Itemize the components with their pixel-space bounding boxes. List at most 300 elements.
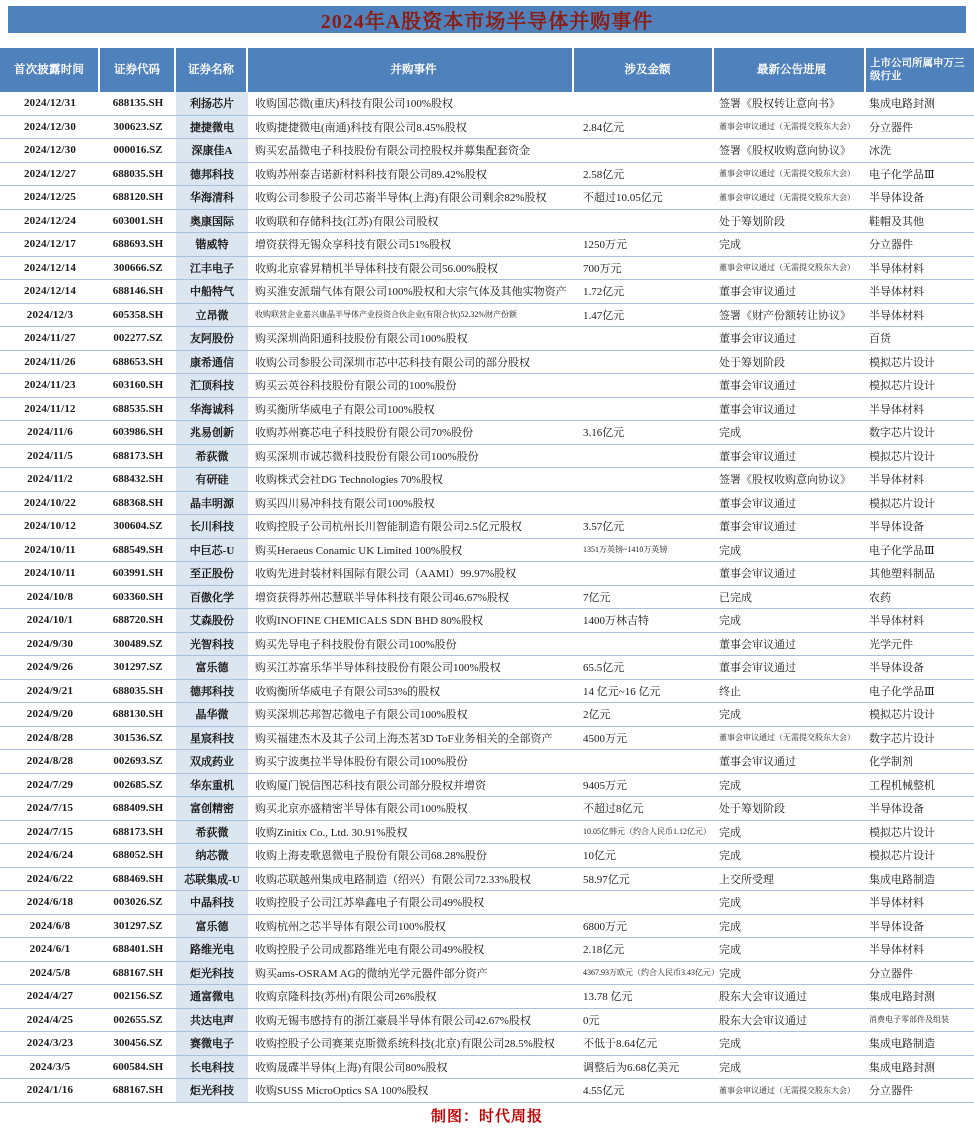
column-header-progress: 最新公告进展 [714,48,866,92]
cell-progress: 完成 [719,1038,741,1051]
cell-name: 友阿股份 [176,327,248,350]
cell-progress: 已完成 [719,591,752,604]
table-body [0,92,974,1103]
cell-progress: 完成 [719,427,741,440]
cell-industry: 半导体材料 [869,474,924,487]
cell-progress: 董事会审议通过 [719,403,796,416]
table-row [0,116,974,140]
cell-name: 长川科技 [176,515,248,538]
table-row [0,398,974,422]
cell-amount: 1400万林吉特 [583,615,649,628]
cell-amount [574,398,714,421]
cell-name: 艾森股份 [176,609,248,632]
cell-name: 至正股份 [176,562,248,585]
cell-amount: 9405万元 [583,779,627,792]
cell-code: 688135.SH [112,97,164,110]
cell-event: 购买四川易冲科技有限公司100%股权 [255,497,435,510]
cell-date: 2024/11/26 [24,355,76,368]
cell-date: 2024/5/8 [29,966,71,979]
cell-event: 购买江苏富乐华半导体科技股份有限公司100%股权 [255,662,501,675]
table-row [0,891,974,915]
cell-date: 2024/7/15 [26,802,74,815]
cell-date: 2024/12/31 [23,97,77,110]
cell-code: 003026.SZ [113,896,163,909]
cell-name: 江丰电子 [176,257,248,280]
cell-date: 2024/8/28 [26,755,74,768]
cell-name: 中晶科技 [176,891,248,914]
cell-name: 立昂微 [176,304,248,327]
cell-name: 光智科技 [176,633,248,656]
cell-code: 002685.SZ [113,778,163,791]
table-row [0,609,974,633]
cell-amount: 3.16亿元 [583,427,625,440]
cell-date: 2024/12/14 [23,285,77,298]
cell-progress: 董事会审议通过 [719,662,796,675]
cell-progress: 完成 [719,615,741,628]
cell-code: 301297.SZ [113,661,163,674]
table-row [0,844,974,868]
table-row [0,797,974,821]
table-row [0,304,974,328]
cell-date: 2024/12/30 [23,144,77,157]
table-row [0,515,974,539]
cell-name: 晶丰明源 [176,492,248,515]
cell-event: 收购国芯微(重庆)科技有限公司100%股权 [255,98,453,111]
cell-code: 688469.SH [112,872,164,885]
cell-event: 购买福建杰木及其子公司上海杰茗3D ToF业务相关的全部资产 [255,732,553,745]
cell-event: 购买深圳芯邦智芯微电子有限公司100%股权 [255,709,468,722]
cell-event: 收购厦门锐信图芯科技有限公司部分股权并增资 [255,779,486,792]
cell-amount: 65.5亿元 [583,662,625,675]
cell-name: 希荻微 [176,445,248,468]
cell-name: 长电科技 [176,1056,248,1079]
table-row [0,703,974,727]
cell-amount [574,139,714,162]
cell-code: 688409.SH [112,802,164,815]
cell-event: 收购无锡韦感持有的浙江豪晨半导体有限公司42.67%股权 [255,1014,531,1027]
cell-progress: 董事会审议通过 [719,333,796,346]
table-row [0,1032,974,1056]
cell-progress: 签署《财产份额转让协议》 [719,309,851,322]
cell-progress: 完成 [719,850,741,863]
table-row [0,1009,974,1033]
cell-event: 收购京隆科技(苏州)有限公司26%股权 [255,991,437,1004]
cell-amount: 10.05亿韩元（约合人民币1.12亿元） [583,827,711,837]
cell-event: 收购上海麦歌恩微电子股份有限公司68.28%股份 [255,850,487,863]
cell-date: 2024/9/30 [26,637,74,650]
cell-industry: 半导体材料 [869,309,924,322]
cell-progress: 完成 [719,239,741,252]
cell-progress: 董事会审议通过 [719,568,796,581]
table-row [0,210,974,234]
table-row [0,539,974,563]
cell-amount: 58.97亿元 [583,873,630,886]
cell-industry: 冰洗 [869,145,891,158]
cell-progress: 董事会审议通过 [719,756,796,769]
cell-amount: 700万元 [583,262,622,275]
cell-industry: 半导体设备 [869,803,924,816]
cell-progress: 董事会审议通过（无需提交股东大会） [719,122,855,132]
cell-name: 德邦科技 [176,680,248,703]
cell-event: 收购北京睿昇精机半导体科技有限公司56.00%股权 [255,262,498,275]
cell-event: 收购控股子公司赛莱克斯微系统科技(北京)有限公司28.5%股权 [255,1038,555,1051]
cell-date: 2024/1/16 [26,1084,74,1097]
cell-industry: 半导体设备 [869,920,924,933]
table-row [0,1079,974,1103]
cell-amount: 调整后为6.68亿美元 [583,1061,680,1074]
cell-name: 富创精密 [176,797,248,820]
cell-progress: 签署《股权收购意向协议》 [719,145,851,158]
table-row [0,633,974,657]
cell-industry: 工程机械整机 [869,779,935,792]
cell-industry: 半导体材料 [869,615,924,628]
cell-industry: 分立器件 [869,967,913,980]
cell-amount: 不低于8.64亿元 [583,1038,658,1051]
cell-industry: 农药 [869,591,891,604]
cell-progress: 董事会审议通过 [719,638,796,651]
cell-event: 收购联和存储科技(江苏)有限公司股权 [255,215,439,228]
cell-name: 星宸科技 [176,727,248,750]
cell-progress: 完成 [719,920,741,933]
column-header-amount: 涉及金额 [574,48,714,92]
cell-industry: 分立器件 [869,1085,913,1098]
cell-date: 2024/11/2 [27,473,73,486]
cell-event: 收购杭州之芯半导体有限公司100%股权 [255,920,446,933]
cell-amount [574,92,714,115]
cell-amount: 4500万元 [583,732,627,745]
cell-date: 2024/12/17 [23,238,77,251]
cell-event: 购买衡所华威电子有限公司100%股权 [255,403,435,416]
cell-industry: 半导体材料 [869,262,924,275]
cell-amount [574,327,714,350]
cell-event: 收购控股子公司江苏皋鑫电子有限公司49%股权 [255,897,485,910]
cell-date: 2024/11/5 [27,449,73,462]
table-row [0,562,974,586]
cell-name: 华东重机 [176,774,248,797]
cell-progress: 完成 [719,967,741,980]
cell-amount: 6800万元 [583,920,627,933]
cell-event: 购买ams-OSRAM AG的微纳光学元器件部分资产 [255,967,488,980]
cell-amount: 7亿元 [583,591,611,604]
cell-name: 锴威特 [176,233,248,256]
table-row [0,280,974,304]
cell-amount: 13.78 亿元 [583,991,633,1004]
cell-event: 收购INOFINE CHEMICALS SDN BHD 80%股权 [255,615,483,628]
table-row [0,257,974,281]
page-title: 2024年A股资本市场半导体并购事件 [320,11,654,33]
cell-code: 688720.SH [112,614,164,627]
table-row [0,445,974,469]
cell-date: 2024/12/14 [23,261,77,274]
cell-date: 2024/12/3 [26,308,74,321]
cell-progress: 董事会审议通过 [719,521,796,534]
cell-date: 2024/10/11 [24,567,76,580]
cell-date: 2024/9/20 [26,708,74,721]
table-row [0,915,974,939]
cell-progress: 完成 [719,826,741,839]
cell-event: 增资获得苏州芯慧联半导体科技有限公司46.67%股权 [255,591,509,604]
cell-event: 购买Heraeus Conamic UK Limited 100%股权 [255,544,463,557]
cell-progress: 完成 [719,709,741,722]
cell-name: 炬光科技 [176,1079,248,1102]
cell-industry: 电子化学品Ⅲ [869,544,935,557]
footer [0,1103,974,1129]
cell-progress: 处于筹划阶段 [719,803,785,816]
cell-industry: 模拟芯片设计 [869,709,935,722]
cell-industry: 数字芯片设计 [869,427,935,440]
cell-progress: 股东大会审议通过 [719,991,807,1004]
cell-amount: 2.18亿元 [583,944,625,957]
cell-code: 605358.SH [112,308,164,321]
cell-name: 富乐德 [176,915,248,938]
cell-date: 2024/6/24 [26,849,74,862]
cell-event: 购买深圳尚阳通科技股份有限公司100%股权 [255,333,468,346]
cell-date: 2024/11/27 [24,332,76,345]
cell-name: 康希通信 [176,351,248,374]
cell-amount [574,445,714,468]
cell-industry: 模拟芯片设计 [869,850,935,863]
table-row [0,1056,974,1080]
cell-code: 002277.SZ [113,332,163,345]
cell-event: 购买宁波奥拉半导体股份有限公司100%股份 [255,756,468,769]
cell-name: 赛微电子 [176,1032,248,1055]
cell-progress: 签署《股权收购意向协议》 [719,474,851,487]
cell-code: 688120.SH [112,191,164,204]
cell-progress: 董事会审议通过（无需提交股东大会） [719,192,855,202]
cell-name: 中巨芯-U [176,539,248,562]
cell-amount: 14 亿元~16 亿元 [583,685,661,698]
cell-event: 增资获得无锡众享科技有限公司51%股权 [255,239,452,252]
cell-code: 300604.SZ [113,520,163,533]
cell-event: 收购苏州赛芯电子科技股份有限公司70%股份 [255,427,474,440]
cell-name: 芯联集成-U [176,868,248,891]
cell-date: 2024/7/29 [26,778,74,791]
cell-code: 688549.SH [112,543,164,556]
cell-event: 收购芯联越州集成电路制造（绍兴）有限公司72.33%股权 [255,873,531,886]
table-header [0,48,974,92]
cell-amount [574,468,714,491]
cell-name: 双成药业 [176,750,248,773]
column-header-name: 证券名称 [176,48,248,92]
cell-progress: 董事会审议通过（无需提交股东大会） [719,733,855,743]
cell-progress: 上交所受理 [719,873,774,886]
cell-date: 2024/12/27 [23,167,77,180]
cell-industry: 半导体材料 [869,944,924,957]
cell-amount [574,633,714,656]
cell-industry: 光学元件 [869,638,913,651]
table-row [0,586,974,610]
cell-industry: 集成电路封测 [869,991,935,1004]
cell-progress: 董事会审议通过 [719,286,796,299]
cell-event: 收购公司参股子公司芯嵛半导体(上海)有限公司剩余82%股权 [255,192,547,205]
cell-industry: 电子化学品Ⅲ [869,168,935,181]
cell-date: 2024/11/23 [24,379,76,392]
cell-date: 2024/6/22 [26,872,74,885]
cell-amount: 2亿元 [583,709,611,722]
cell-code: 688035.SH [112,684,164,697]
cell-industry: 半导体材料 [869,403,924,416]
cell-code: 688693.SH [112,238,164,251]
cell-date: 2024/9/21 [26,684,74,697]
cell-code: 603160.SH [112,379,164,392]
cell-code: 688173.SH [112,825,164,838]
table-row [0,468,974,492]
cell-amount: 4367.93万欧元（约合人民币3.43亿元） [583,968,719,978]
cell-progress: 董事会审议通过（无需提交股东大会） [719,169,855,179]
cell-event: 购买深圳市诚芯微科技股份有限公司100%股份 [255,450,479,463]
cell-date: 2024/12/24 [23,214,77,227]
table-row [0,186,974,210]
cell-industry: 模拟芯片设计 [869,497,935,510]
cell-name: 中船特气 [176,280,248,303]
cell-name: 希荻微 [176,821,248,844]
cell-amount: 不超过8亿元 [583,803,644,816]
cell-date: 2024/11/6 [27,426,73,439]
cell-progress: 签署《股权转让意向书》 [719,98,840,111]
cell-code: 688173.SH [112,449,164,462]
cell-amount [574,374,714,397]
cell-progress: 董事会审议通过 [719,497,796,510]
cell-date: 2024/8/28 [26,731,74,744]
cell-date: 2024/12/30 [23,120,77,133]
cell-name: 兆易创新 [176,421,248,444]
cell-code: 300623.SZ [113,120,163,133]
cell-progress: 股东大会审议通过 [719,1014,807,1027]
cell-amount [574,351,714,374]
cell-code: 688167.SH [112,966,164,979]
cell-code: 688432.SH [112,473,164,486]
cell-date: 2024/10/1 [26,614,74,627]
cell-code: 600584.SH [112,1060,164,1073]
table-row [0,374,974,398]
cell-date: 2024/9/26 [26,661,74,674]
cell-progress: 董事会审议通过（无需提交股东大会） [719,263,855,273]
cell-amount: 0元 [583,1014,600,1027]
cell-industry: 消费电子零部件及组装 [869,1015,949,1025]
cell-event: 收购捷捷微电(南通)科技有限公司8.45%股权 [255,121,467,134]
cell-industry: 百货 [869,333,891,346]
cell-event: 购买云英谷科技股份有限公司的100%股份 [255,380,457,393]
cell-name: 德邦科技 [176,163,248,186]
column-header-date: 首次披露时间 [0,48,100,92]
cell-name: 路维光电 [176,938,248,961]
cell-progress: 完成 [719,779,741,792]
cell-date: 2024/6/1 [29,943,71,956]
cell-name: 华海清科 [176,186,248,209]
cell-industry: 化学制剂 [869,756,913,769]
cell-progress: 处于筹划阶段 [719,215,785,228]
cell-date: 2024/6/8 [29,919,71,932]
cell-event: 购买宏晶微电子科技股份有限公司控股权并募集配套资金 [255,145,530,158]
cell-name: 深康佳A [176,139,248,162]
cell-date: 2024/11/12 [24,402,76,415]
table-row [0,656,974,680]
cell-code: 603991.SH [112,567,164,580]
cell-event: 收购Zinitix Co., Ltd. 30.91%股权 [255,826,408,839]
table-row [0,421,974,445]
cell-date: 2024/10/12 [23,520,77,533]
cell-date: 2024/4/25 [26,1013,74,1026]
cell-industry: 其他塑料制品 [869,568,935,581]
table-row [0,680,974,704]
cell-amount: 1351万英镑~1410万英镑 [583,545,668,555]
cell-date: 2024/7/15 [26,825,74,838]
table-row [0,962,974,986]
cell-industry: 模拟芯片设计 [869,450,935,463]
table-row [0,938,974,962]
cell-amount: 1250万元 [583,239,627,252]
cell-name: 通富微电 [176,985,248,1008]
cell-code: 688130.SH [112,708,164,721]
cell-industry: 模拟芯片设计 [869,380,935,393]
table-row [0,139,974,163]
cell-name: 纳芯微 [176,844,248,867]
cell-industry: 半导体材料 [869,286,924,299]
cell-progress: 董事会审议通过 [719,380,796,393]
cell-date: 2024/4/27 [26,990,74,1003]
cell-amount: 2.58亿元 [583,168,625,181]
cell-industry: 集成电路封测 [869,98,935,111]
cell-industry: 分立器件 [869,121,913,134]
cell-code: 688653.SH [112,355,164,368]
cell-industry: 集成电路制造 [869,1038,935,1051]
table-row [0,750,974,774]
table-row [0,821,974,845]
table-row [0,351,974,375]
cell-date: 2024/3/23 [26,1037,74,1050]
cell-event: 收购公司参股公司深圳市芯中芯科技有限公司的部分股权 [255,356,530,369]
cell-code: 300666.SZ [113,261,163,274]
cell-industry: 数字芯片设计 [869,732,935,745]
infographic-table [0,6,974,1133]
cell-industry: 半导体设备 [869,662,924,675]
cell-amount: 1.47亿元 [583,309,625,322]
cell-code: 301297.SZ [113,919,163,932]
cell-event: 收购控股子公司杭州长川智能制造有限公司2.5亿元股权 [255,521,522,534]
cell-industry: 模拟芯片设计 [869,356,935,369]
cell-code: 000016.SZ [113,144,163,157]
cell-date: 2024/3/5 [29,1060,71,1073]
cell-code: 002156.SZ [113,990,163,1003]
cell-amount [574,562,714,585]
cell-date: 2024/10/22 [23,496,77,509]
cell-event: 收购衡所华威电子有限公司53%的股权 [255,685,441,698]
cell-event: 收购SUSS MicroOptics SA 100%股权 [255,1085,429,1098]
column-header-industry: 上市公司所属申万三级行业 [870,57,965,82]
cell-amount [574,492,714,515]
column-header-code: 证券代码 [100,48,176,92]
table-row [0,327,974,351]
cell-name: 富乐德 [176,656,248,679]
cell-progress: 完成 [719,544,741,557]
cell-amount [574,210,714,233]
cell-name: 利扬芯片 [176,92,248,115]
cell-progress: 董事会审议通过（无需提交股东大会） [719,1085,855,1095]
table-row [0,985,974,1009]
cell-amount: 1.72亿元 [583,286,625,299]
cell-progress: 完成 [719,1061,741,1074]
cell-industry: 半导体设备 [869,521,924,534]
table-row [0,233,974,257]
cell-code: 002693.SZ [113,755,163,768]
cell-name: 汇顶科技 [176,374,248,397]
cell-industry: 半导体材料 [869,897,924,910]
table-row [0,727,974,751]
cell-name: 有研硅 [176,468,248,491]
cell-amount: 不超过10.05亿元 [583,192,663,205]
cell-industry: 集成电路制造 [869,873,935,886]
table-row [0,92,974,116]
